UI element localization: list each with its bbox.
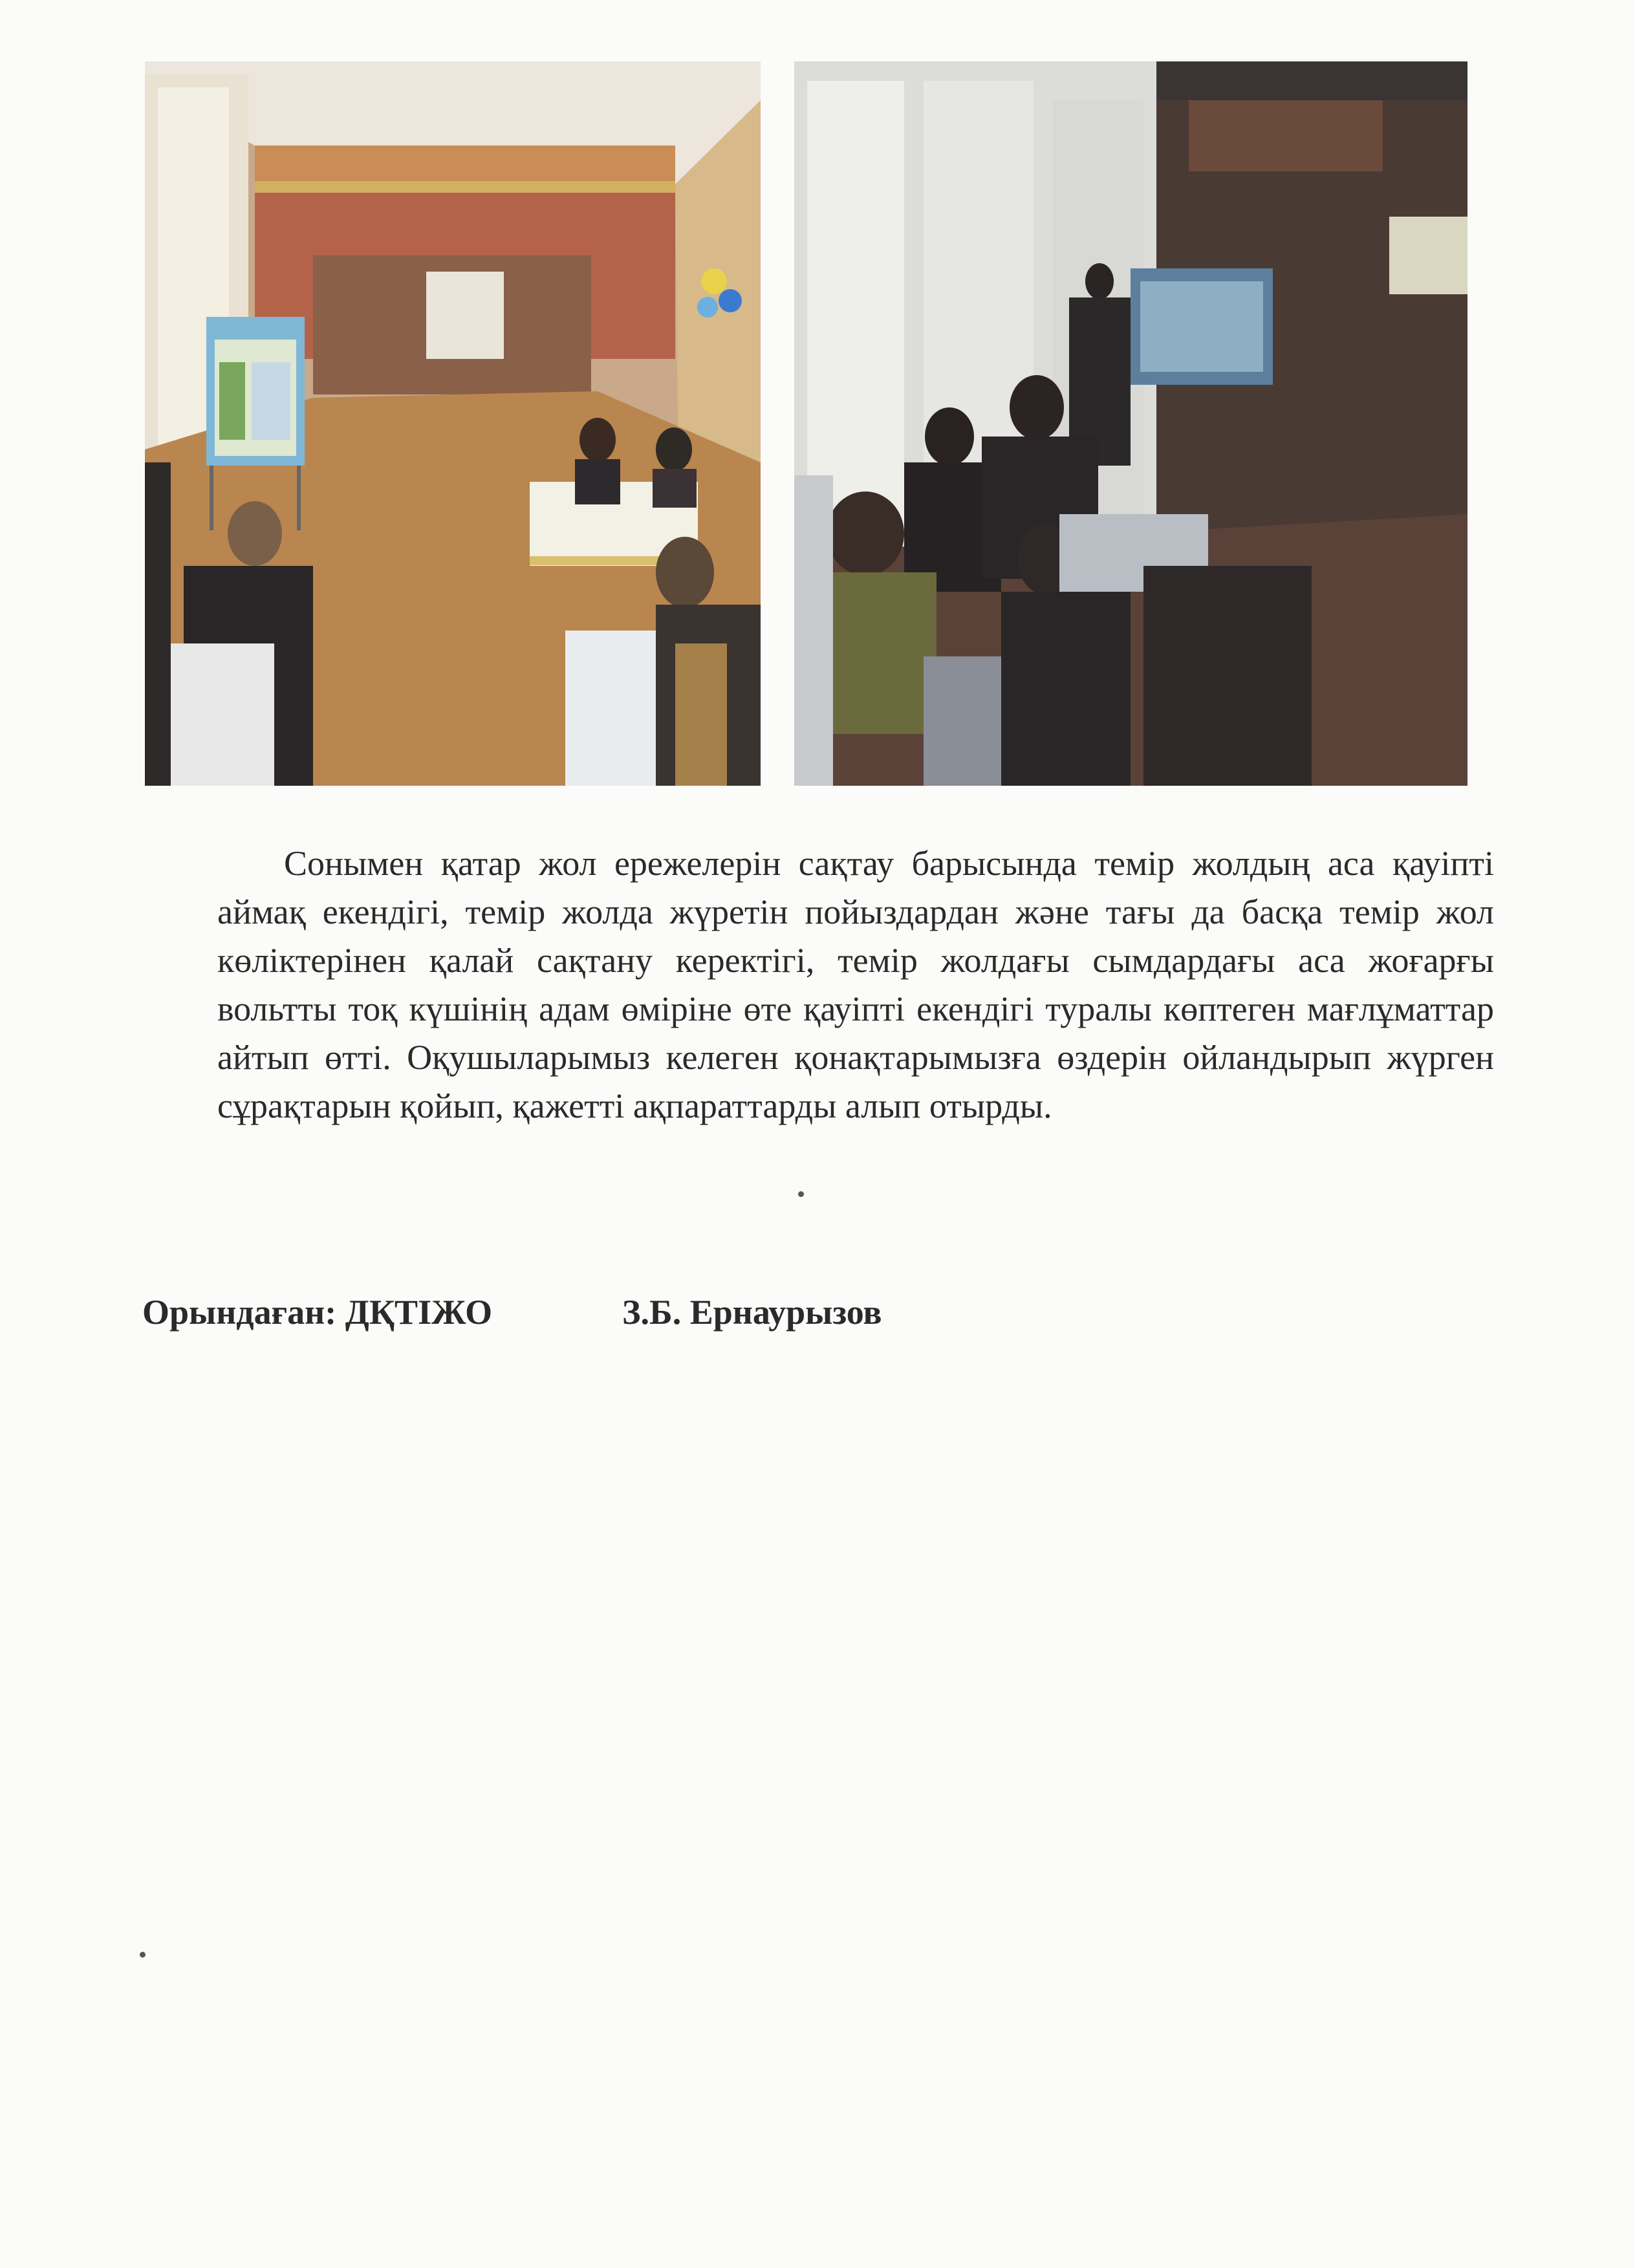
event-photo-audience <box>794 61 1467 786</box>
scan-speck <box>798 1191 804 1197</box>
scan-speck <box>140 1952 146 1958</box>
body-paragraph: Сонымен қатар жол ережелерін сақтау барысында темір жолдың аса қауіпті аймақ екендігі, темір жолда жүретін пойыздардан және тағы да басқа темір жол көліктерінен қалай сақтану керектігі, темір жолдағы сымдардағы аса жоғарғы вольтты тоқ күшінің адам өміріне өте қауіпті екендігі туралы көптеген мағлұматтар айтып өтті. Оқушыларымыз келеген қонақтарымызға өздерін ойландырып жүрген сұрақтарын қойып, қажетті ақпараттарды алып отырды. <box>217 844 1494 1125</box>
event-photo-hall <box>145 61 761 786</box>
signature-name: З.Б. Ернаурызов <box>622 1293 882 1332</box>
signature-role: Орындаған: ДҚТІЖО <box>142 1293 493 1332</box>
